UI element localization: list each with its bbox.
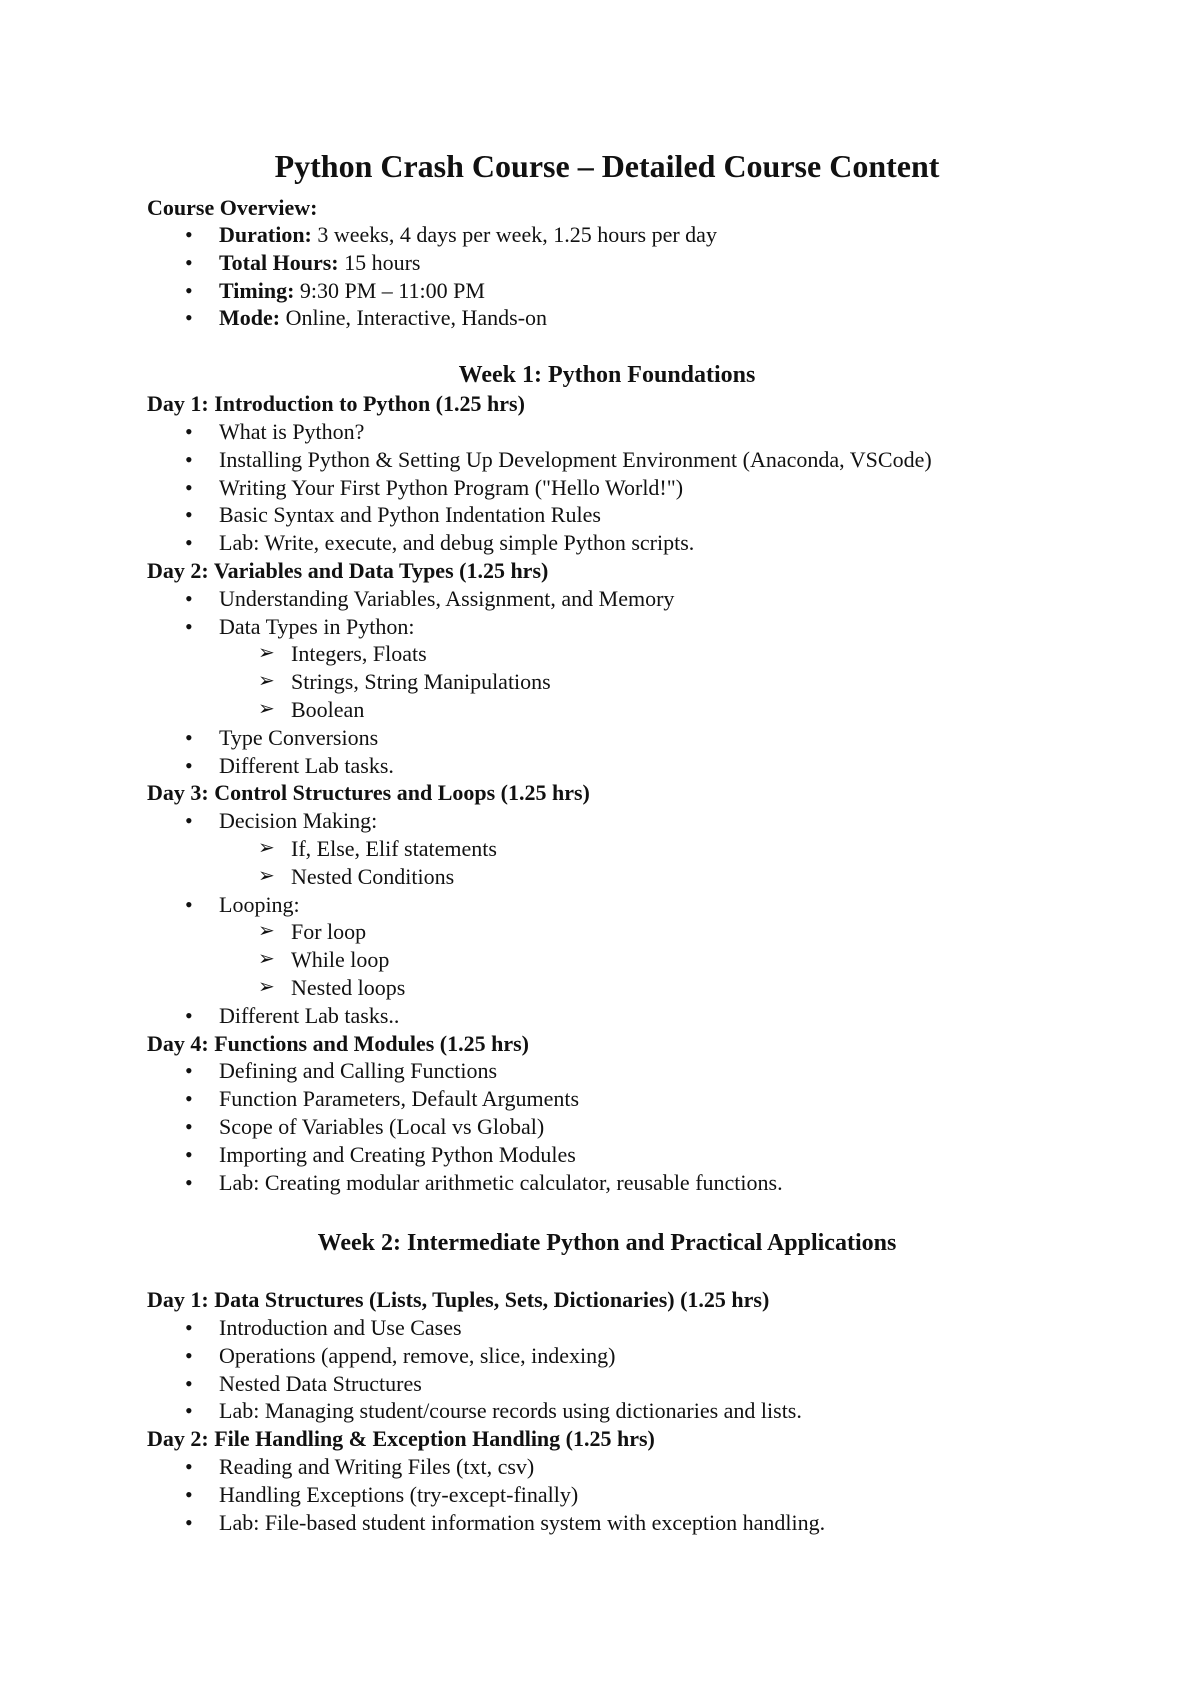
list-item: • Decision Making: <box>147 807 1067 835</box>
list-item: • Operations (append, remove, slice, indexing) <box>147 1342 1067 1370</box>
overview-item-label: Total Hours: <box>219 249 339 275</box>
week1-day4-heading: Day 4: Functions and Modules (1.25 hrs) <box>147 1030 529 1056</box>
sub-list-item: ➢ Nested loops <box>147 974 1067 1002</box>
overview-item-label: Duration: <box>219 222 312 247</box>
week1-day1-list <box>147 418 1067 557</box>
list-item: • Reading and Writing Files (txt, csv) <box>147 1453 1067 1481</box>
overview-duration <box>147 221 1067 249</box>
list-item: • Type Conversions <box>147 724 1067 752</box>
list-item: • Installing Python & Setting Up Development Environment (Anaconda, VSCode) <box>147 446 1067 474</box>
list-item: • Data Types in Python: <box>147 613 1067 641</box>
week2-day1-list <box>147 1314 1067 1425</box>
list-item: • Looping: <box>147 891 1067 919</box>
week-2-title: Week 2: Intermediate Python and Practical Applications <box>317 1230 897 1257</box>
overview-item-value: 15 hours <box>344 249 421 275</box>
list-item: • Different Lab tasks. <box>147 752 1067 780</box>
overview-timing <box>147 277 1067 305</box>
list-item: • Lab: Write, execute, and debug simple Python scripts. <box>147 529 1067 557</box>
overview-item-value: 9:30 PM – 11:00 PM <box>299 277 485 303</box>
week1-day4-list <box>147 1057 1067 1196</box>
week1-day2-heading: Day 2: Variables and Data Types (1.25 hrs) <box>147 557 549 583</box>
sub-list-item: ➢ Integers, Floats <box>147 640 1067 668</box>
list-item: • Importing and Creating Python Modules <box>147 1141 1067 1169</box>
course-overview-label: Course Overview: <box>147 195 318 220</box>
week2-day2-heading: Day 2: File Handling & Exception Handling (1.25 hrs) <box>147 1426 655 1452</box>
list-item: • Handling Exceptions (try-except-finally) <box>147 1481 1067 1509</box>
week1-day3-heading: Day 3: Control Structures and Loops (1.25 hrs) <box>147 780 590 806</box>
overview-item-label: Timing: <box>219 277 295 303</box>
week2-day1-heading: Day 1: Data Structures (Lists, Tuples, Sets, Dictionaries) (1.25 hrs) <box>147 1287 770 1313</box>
week1-day1-heading: Day 1: Introduction to Python (1.25 hrs) <box>147 391 525 417</box>
overview-item-label: Mode: <box>219 305 281 331</box>
week2-day2-list <box>147 1453 1067 1536</box>
overview-mode <box>147 304 1067 332</box>
week1-day2-list <box>147 585 1067 780</box>
list-item: • Writing Your First Python Program ("Hello World!") <box>147 474 1067 502</box>
list-item: • What is Python? <box>147 418 1067 446</box>
list-item: • Understanding Variables, Assignment, and Memory <box>147 585 1067 613</box>
sub-list-item: ➢ Strings, String Manipulations <box>147 668 1067 696</box>
list-item: • Introduction and Use Cases <box>147 1314 1067 1342</box>
week1-day3-list <box>147 807 1067 1029</box>
sub-list-item: ➢ If, Else, Elif statements <box>147 835 1067 863</box>
sub-list-item: ➢ While loop <box>147 946 1067 974</box>
list-item: • Different Lab tasks.. <box>147 1002 1067 1030</box>
list-item: • Defining and Calling Functions <box>147 1057 1067 1085</box>
sub-list-item: ➢ Nested Conditions <box>147 863 1067 891</box>
overview-total-hours <box>147 249 1067 277</box>
sub-list-item: ➢ Boolean <box>147 696 1067 724</box>
document-page <box>147 138 1067 1536</box>
sub-list-item: ➢ For loop <box>147 918 1067 946</box>
overview-item-value: Online, Interactive, Hands-on <box>285 305 548 331</box>
course-overview-list <box>147 221 1067 332</box>
list-item: • Lab: File-based student information system with exception handling. <box>147 1509 1067 1537</box>
overview-item-value: 3 weeks, 4 days per week, 1.25 hours per day <box>317 222 717 247</box>
list-item: • Nested Data Structures <box>147 1370 1067 1398</box>
page-title: Python Crash Course – Detailed Course Content <box>274 148 940 184</box>
list-item: • Lab: Creating modular arithmetic calculator, reusable functions. <box>147 1169 1067 1197</box>
list-item: • Lab: Managing student/course records using dictionaries and lists. <box>147 1397 1067 1425</box>
week-1-title: Week 1: Python Foundations <box>458 362 756 389</box>
list-item: • Function Parameters, Default Arguments <box>147 1085 1067 1113</box>
list-item: • Scope of Variables (Local vs Global) <box>147 1113 1067 1141</box>
list-item: • Basic Syntax and Python Indentation Rules <box>147 501 1067 529</box>
